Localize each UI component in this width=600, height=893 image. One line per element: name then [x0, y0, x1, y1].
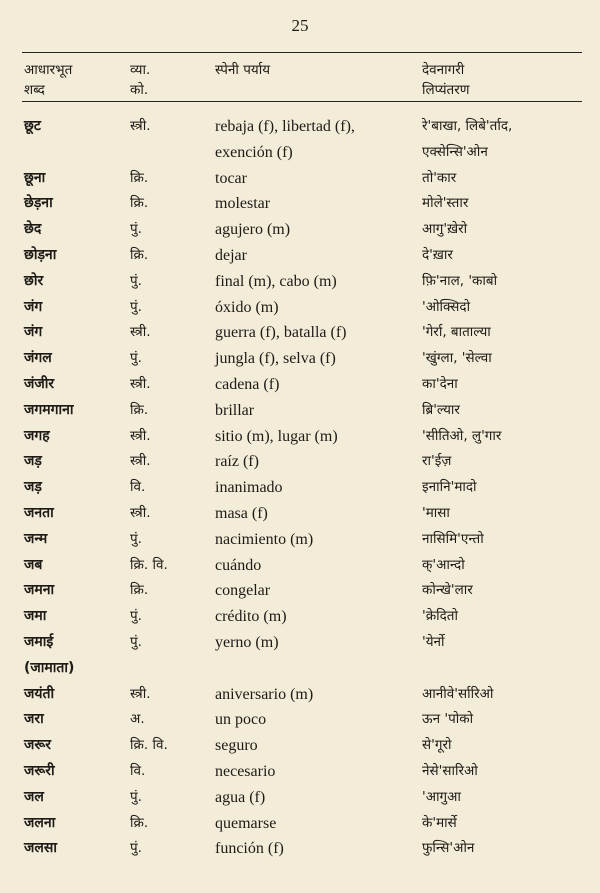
entry-spanish: congelar: [215, 582, 271, 600]
entry-row: [0, 424, 600, 450]
entry-headword: जंग: [24, 324, 43, 341]
entry-transliteration: आनीवे'र्सारिओ: [422, 685, 494, 702]
entry-transliteration: से'गूरो: [422, 737, 452, 754]
header-grammar-line1: व्या.: [130, 62, 151, 78]
entry-headword: जब: [24, 556, 43, 573]
entry-row: [0, 475, 600, 501]
entry-transliteration: नासिमि'एन्तो: [422, 530, 484, 547]
entry-spanish: guerra (f), batalla (f): [215, 324, 347, 342]
entry-spanish: agujero (m): [215, 221, 291, 239]
entry-row: [0, 269, 600, 295]
entry-spanish: cadena (f): [215, 375, 280, 393]
entry-spanish: jungla (f), selva (f): [215, 350, 336, 368]
entry-grammar: अ.: [130, 711, 145, 728]
header-devanagari-line2: लिप्यंतरण: [422, 82, 470, 98]
entry-grammar: स्त्री.: [130, 375, 151, 392]
entry-grammar: स्त्री.: [130, 118, 151, 134]
entry-spanish: óxido (m): [215, 298, 279, 316]
entry-headword: जमा: [24, 608, 47, 625]
entry-spanish: inanimado: [215, 479, 283, 497]
entry-spanish: un poco: [215, 711, 267, 729]
entry-spanish: crédito (m): [215, 608, 287, 626]
entry-row: [0, 811, 600, 837]
entry-headword: जमना: [24, 582, 55, 599]
entry-transliteration: रा'ईज़: [422, 453, 452, 470]
entry-headword: जड़: [24, 453, 42, 470]
entry-headword: जरूर: [24, 737, 51, 754]
entry-headword: छूट: [24, 118, 41, 134]
entry-transliteration: 'गेर्रा, बाताल्या: [422, 324, 491, 341]
entry-row: [0, 759, 600, 785]
entry-grammar: क्रि. वि.: [130, 556, 168, 573]
entry-grammar: पुं.: [130, 530, 142, 547]
entry-row: [0, 398, 600, 424]
entry-transliteration: नेसे'सारिओ: [422, 762, 478, 779]
entry-transliteration: दे'ख़ार: [422, 246, 453, 263]
entry-row: [0, 656, 600, 682]
entry-spanish: rebaja (f), libertad (f),: [215, 118, 355, 135]
entry-row: [0, 166, 600, 192]
entry-transliteration: आगु'ख़ेरो: [422, 221, 468, 238]
entry-grammar: पुं.: [130, 788, 142, 805]
entry-transliteration: का'देना: [422, 375, 458, 392]
entry-transliteration: 'ओक्सिदो: [422, 298, 471, 315]
entry-transliteration: तो'कार: [422, 169, 457, 186]
page-number: 25: [291, 16, 309, 35]
entry-spanish: final (m), cabo (m): [215, 272, 337, 290]
entry-spanish: yerno (m): [215, 633, 279, 651]
entry-spanish: función (f): [215, 840, 284, 858]
entry-spanish: dejar: [215, 246, 247, 264]
header-grammar-line2: को.: [130, 82, 149, 98]
entry-grammar: पुं.: [130, 298, 142, 315]
entry-row: [0, 785, 600, 811]
header-top-rule: [22, 52, 582, 53]
entry-transliteration: ब्रि'ल्यार: [422, 401, 460, 418]
entry-spanish: masa (f): [215, 504, 268, 522]
entry-transliteration: 'सीतिओ, लु'गार: [422, 427, 502, 444]
entry-spanish: raíz (f): [215, 453, 259, 471]
entry-grammar: वि.: [130, 479, 146, 496]
entry-headword: जड़: [24, 479, 42, 496]
entry-row: [0, 707, 600, 733]
entry-spanish: exención (f): [215, 143, 293, 161]
entry-headword: जयंती: [24, 685, 55, 702]
entry-grammar: क्रि.: [130, 401, 149, 418]
entry-row: [0, 578, 600, 604]
entry-grammar: पुं.: [130, 272, 142, 289]
entry-spanish: seguro: [215, 737, 258, 755]
entry-headword: जगह: [24, 427, 50, 444]
entry-grammar: क्रि. वि.: [130, 737, 168, 754]
entry-headword: जलना: [24, 814, 56, 831]
entry-headword: जमाई: [24, 633, 54, 650]
dictionary-entries: [0, 114, 600, 862]
entry-row: [0, 243, 600, 269]
entry-row: [0, 682, 600, 708]
entry-grammar: स्त्री.: [130, 453, 151, 470]
entry-row: [0, 553, 600, 579]
entry-spanish: molestar: [215, 195, 271, 213]
entry-headword: जरूरी: [24, 762, 55, 779]
entry-spanish: sitio (m), lugar (m): [215, 427, 338, 445]
entry-transliteration: 'क्रेदितो: [422, 608, 458, 625]
entry-spanish: tocar: [215, 169, 247, 187]
entry-grammar: क्रि.: [130, 246, 149, 263]
header-base-word-line1: आधारभूत: [24, 62, 73, 78]
entry-transliteration: 'खुंग्ला, 'सेल्वा: [422, 350, 492, 367]
entry-headword: छेड़ना: [24, 195, 53, 212]
entry-grammar: स्त्री.: [130, 685, 151, 702]
entry-headword: जंगल: [24, 350, 52, 367]
entry-headword: जंजीर: [24, 375, 55, 392]
entry-transliteration: मोले'स्तार: [422, 195, 469, 212]
entry-grammar: पुं.: [130, 840, 142, 857]
entry-row: [0, 449, 600, 475]
entry-headword: छोर: [24, 272, 44, 289]
entry-headword: जल: [24, 788, 44, 805]
entry-headword: जलसा: [24, 840, 57, 857]
header-devanagari: [422, 60, 470, 100]
entry-row: [0, 346, 600, 372]
header-base-word-line2: शब्द: [24, 82, 45, 98]
entry-grammar: पुं.: [130, 633, 142, 650]
entry-row: [0, 295, 600, 321]
entry-grammar: पुं.: [130, 221, 142, 238]
entry-headword: जंग: [24, 298, 43, 315]
entry-grammar: वि.: [130, 762, 146, 779]
entry-transliteration: 'आगुआ: [422, 788, 461, 805]
entry-transliteration: इनानि'मादो: [422, 479, 477, 496]
entry-row: [0, 320, 600, 346]
entry-grammar: क्रि.: [130, 169, 149, 186]
entry-grammar: क्रि.: [130, 195, 149, 212]
entry-transliteration: के'मार्से: [422, 814, 457, 831]
entry-headword: जनता: [24, 504, 54, 521]
entry-spanish: brillar: [215, 401, 255, 419]
entry-grammar: स्त्री.: [130, 324, 151, 341]
entry-row: [0, 527, 600, 553]
entry-row: [0, 140, 600, 166]
entry-row: [0, 836, 600, 862]
entry-headword: (जामाता): [24, 659, 75, 676]
entry-row: [0, 217, 600, 243]
entry-transliteration: फ़ि'नाल, 'काबो: [422, 272, 498, 289]
entry-headword: जरा: [24, 711, 44, 728]
entry-row: [0, 604, 600, 630]
header-spanish: [215, 60, 270, 80]
header-grammar: [130, 60, 150, 100]
entry-headword: छोड़ना: [24, 246, 57, 263]
entry-spanish: quemarse: [215, 814, 277, 832]
entry-spanish: necesario: [215, 762, 276, 780]
entry-transliteration: क्'आन्दो: [422, 556, 465, 573]
header-base-word: [24, 60, 72, 100]
entry-grammar: स्त्री.: [130, 427, 151, 444]
entry-transliteration: ऊन 'पोको: [422, 711, 474, 728]
entry-grammar: पुं.: [130, 608, 142, 625]
header-devanagari-line1: देवनागरी: [422, 62, 465, 78]
entry-grammar: क्रि.: [130, 582, 149, 599]
entry-spanish: agua (f): [215, 788, 266, 806]
entry-transliteration: रे'बाखा, लिबे'र्ताद,: [422, 118, 513, 134]
entry-spanish: aniversario (m): [215, 685, 314, 703]
entry-transliteration: 'मासा: [422, 504, 450, 521]
entry-spanish: nacimiento (m): [215, 530, 314, 548]
entry-spanish: cuándo: [215, 556, 262, 574]
entry-headword: छूना: [24, 169, 46, 186]
entry-transliteration: 'येर्नो: [422, 633, 445, 650]
entry-row: [0, 114, 600, 140]
entry-row: [0, 372, 600, 398]
entry-grammar: क्रि.: [130, 814, 149, 831]
entry-grammar: पुं.: [130, 350, 142, 367]
entry-row: [0, 733, 600, 759]
entry-row: [0, 501, 600, 527]
entry-row: [0, 630, 600, 656]
entry-grammar: स्त्री.: [130, 504, 151, 521]
entry-headword: जन्म: [24, 530, 48, 547]
entry-headword: जगमगाना: [24, 401, 74, 418]
entry-row: [0, 191, 600, 217]
entry-headword: छेद: [24, 221, 42, 238]
header-spanish-line1: स्पेनी पर्याय: [215, 62, 271, 78]
entry-transliteration: एक्सेन्सि'ओन: [422, 143, 488, 160]
entry-transliteration: कोन्खे'लार: [422, 582, 473, 599]
header-bottom-rule: [22, 101, 582, 102]
entry-transliteration: फुन्सि'ओन: [422, 840, 475, 857]
